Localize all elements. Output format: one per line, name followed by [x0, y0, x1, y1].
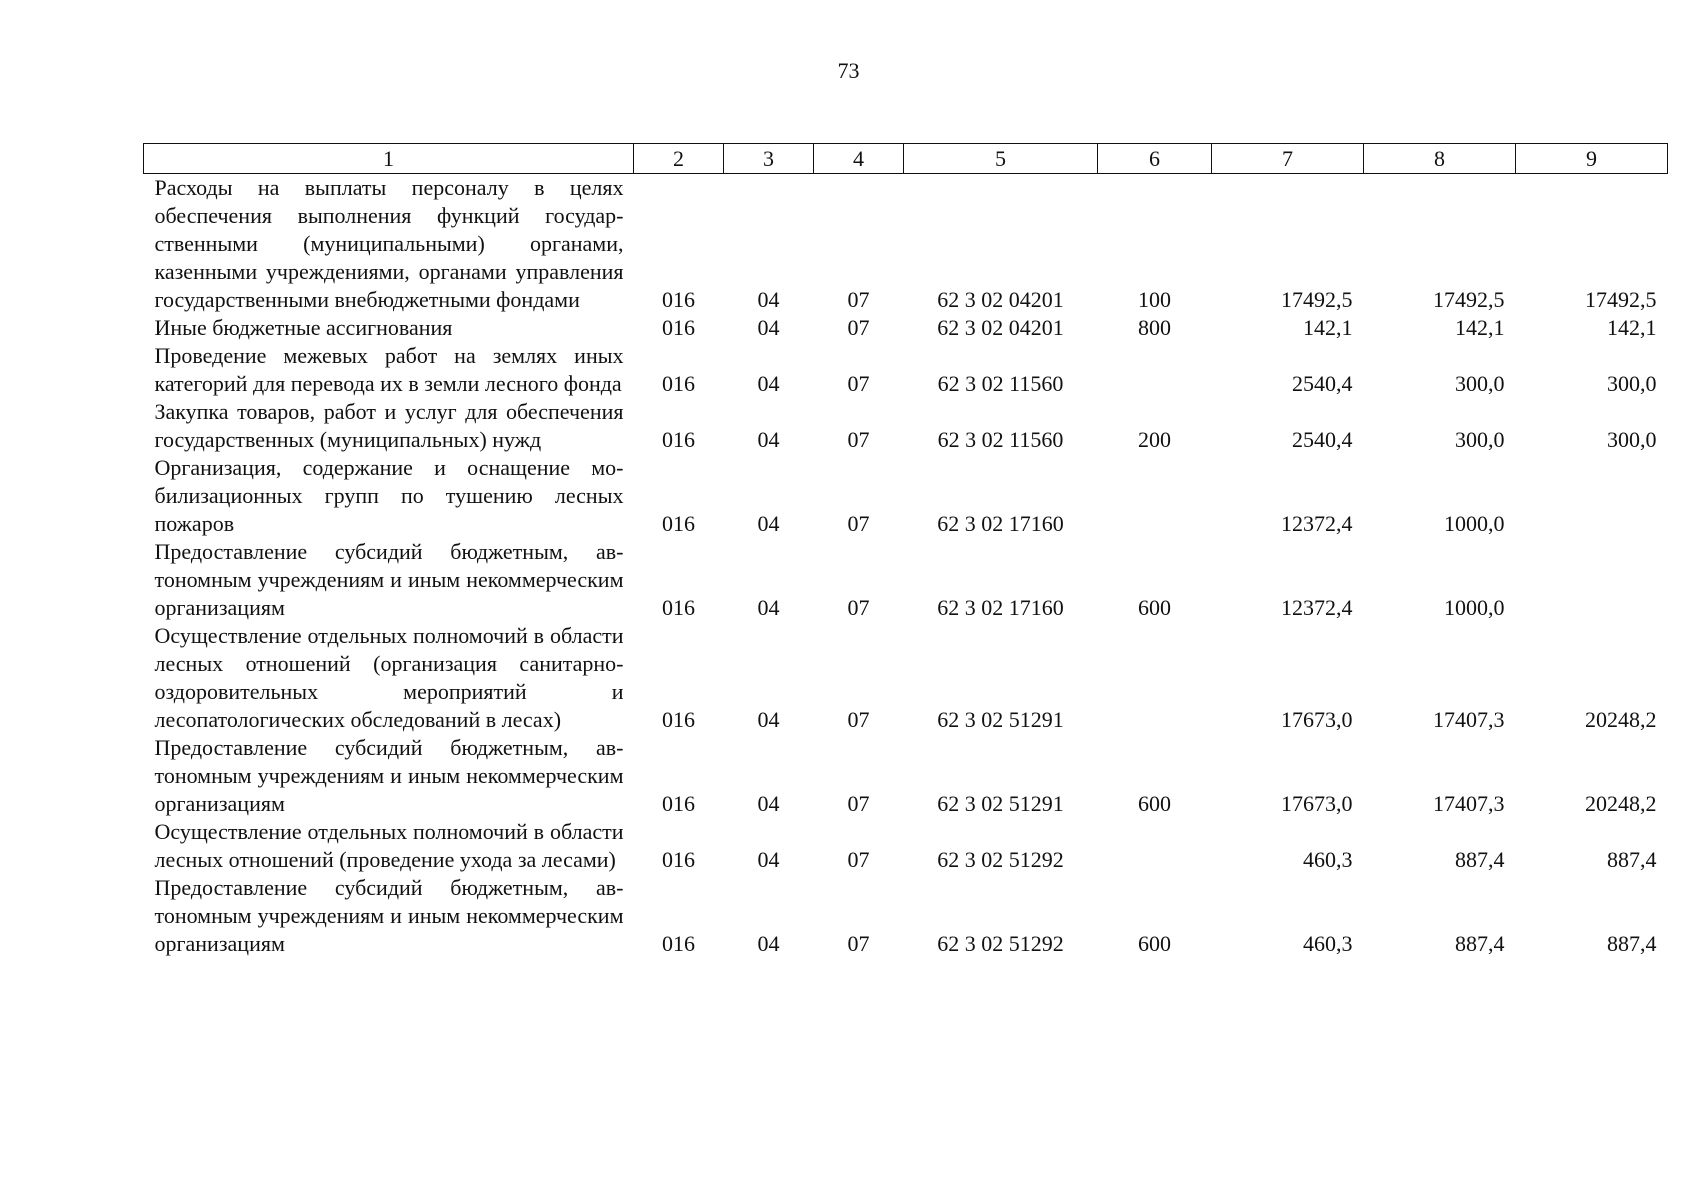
row-description: Осуществление отдельных полномочий в области лесных отношений (проведение ухода за лесами) [154, 819, 624, 872]
table-row [144, 398, 1668, 454]
amount-1: 17492,5 [1281, 287, 1353, 312]
section-code: 04 [757, 287, 780, 312]
table-row [144, 454, 1668, 538]
ministry-code: 016 [662, 287, 695, 312]
amount-2: 1000,0 [1444, 511, 1505, 536]
subsection-code: 07 [847, 315, 870, 340]
table-row [144, 314, 1668, 342]
amount-1: 460,3 [1303, 931, 1353, 956]
header-col-4: 4 [814, 144, 904, 174]
section-code: 04 [757, 791, 780, 816]
target-code: 62 3 02 51292 [937, 847, 1064, 872]
ministry-code: 016 [662, 371, 695, 396]
subsection-code: 07 [847, 511, 870, 536]
amount-3: 300,0 [1607, 427, 1657, 452]
subsection-code: 07 [847, 791, 870, 816]
page-number: 73 [837, 58, 860, 83]
row-description: Предоставление субсидий бюджетным, автономным учреждениям и иным некоммерческим организациям [154, 539, 624, 620]
target-code: 62 3 02 51291 [937, 707, 1064, 732]
subsection-code: 07 [847, 427, 870, 452]
table-row [144, 538, 1668, 622]
expense-type-code: 600 [1138, 931, 1171, 956]
subsection-code: 07 [847, 595, 870, 620]
expense-type-code [1098, 454, 1212, 538]
expense-type-code: 100 [1138, 287, 1171, 312]
header-row [144, 144, 1668, 174]
ministry-code: 016 [662, 791, 695, 816]
section-code: 04 [757, 315, 780, 340]
amount-1: 12372,4 [1281, 595, 1353, 620]
header-col-5: 5 [904, 144, 1098, 174]
ministry-code: 016 [662, 511, 695, 536]
amount-3: 20248,2 [1585, 707, 1657, 732]
expense-type-code [1098, 342, 1212, 398]
table-row [144, 174, 1668, 315]
amount-1: 12372,4 [1281, 511, 1353, 536]
amount-2: 17407,3 [1433, 791, 1505, 816]
expense-type-code: 800 [1138, 315, 1171, 340]
table-row [144, 622, 1668, 734]
amount-1: 142,1 [1303, 315, 1353, 340]
expense-type-code: 200 [1138, 427, 1171, 452]
target-code: 62 3 02 17160 [937, 595, 1064, 620]
table-row [144, 342, 1668, 398]
table-row [144, 818, 1668, 874]
section-code: 04 [757, 931, 780, 956]
subsection-code: 07 [847, 371, 870, 396]
row-description: Предоставление субсидий бюджетным, автономным учреждениям и иным некоммерческим организациям [154, 735, 624, 816]
expense-type-code: 600 [1138, 595, 1171, 620]
amount-3 [1516, 538, 1668, 622]
header-col-9: 9 [1516, 144, 1668, 174]
row-description: Организация, содержание и оснащение мобилизационных групп по тушению лесных пожаров [154, 455, 624, 536]
table-row [144, 734, 1668, 818]
row-description: Расходы на выплаты персоналу в целях обеспечения выполнения функций государственными (муниципальными) органами, казенными учреждениями, органами управления государственными внебюджетными фондами [154, 175, 624, 312]
header-col-3: 3 [724, 144, 814, 174]
row-description: Предоставление субсидий бюджетным, автономным учреждениям и иным некоммерческим организациям [154, 875, 624, 956]
amount-2: 887,4 [1455, 931, 1505, 956]
subsection-code: 07 [847, 707, 870, 732]
amount-1: 17673,0 [1281, 791, 1353, 816]
row-description: Иные бюджетные ассигнования [154, 315, 453, 340]
target-code: 62 3 02 11560 [937, 371, 1064, 396]
header-col-1: 1 [144, 144, 634, 174]
amount-2: 17407,3 [1433, 707, 1505, 732]
amount-3: 887,4 [1607, 931, 1657, 956]
ministry-code: 016 [662, 595, 695, 620]
section-code: 04 [757, 511, 780, 536]
target-code: 62 3 02 17160 [937, 511, 1064, 536]
amount-2: 1000,0 [1444, 595, 1505, 620]
section-code: 04 [757, 371, 780, 396]
row-description: Закупка товаров, работ и услуг для обеспечения государственных (муниципальных) нужд [154, 399, 624, 452]
amount-3: 887,4 [1607, 847, 1657, 872]
row-description: Проведение межевых работ на землях иных категорий для перевода их в земли лесного фонда [154, 343, 624, 396]
amount-2: 887,4 [1455, 847, 1505, 872]
expense-type-code [1098, 622, 1212, 734]
amount-3: 20248,2 [1585, 791, 1657, 816]
amount-2: 300,0 [1455, 371, 1505, 396]
ministry-code: 016 [662, 427, 695, 452]
row-description: Осуществление отдельных полномочий в области лесных отношений (организация санитарно-оздоровительных мероприятий и лесопатологических обследований в лесах) [154, 623, 624, 732]
amount-1: 17673,0 [1281, 707, 1353, 732]
amount-3 [1516, 454, 1668, 538]
amount-2: 300,0 [1455, 427, 1505, 452]
amount-1: 2540,4 [1292, 371, 1353, 396]
ministry-code: 016 [662, 315, 695, 340]
target-code: 62 3 02 11560 [937, 427, 1064, 452]
target-code: 62 3 02 51291 [937, 791, 1064, 816]
amount-1: 2540,4 [1292, 427, 1353, 452]
subsection-code: 07 [847, 287, 870, 312]
ministry-code: 016 [662, 931, 695, 956]
subsection-code: 07 [847, 931, 870, 956]
amount-2: 17492,5 [1433, 287, 1505, 312]
amount-3: 17492,5 [1585, 287, 1657, 312]
amount-3: 300,0 [1607, 371, 1657, 396]
table-row [144, 874, 1668, 958]
ministry-code: 016 [662, 707, 695, 732]
target-code: 62 3 02 04201 [937, 315, 1064, 340]
amount-2: 142,1 [1455, 315, 1505, 340]
target-code: 62 3 02 04201 [937, 287, 1064, 312]
section-code: 04 [757, 427, 780, 452]
subsection-code: 07 [847, 847, 870, 872]
budget-table [143, 143, 1668, 958]
amount-1: 460,3 [1303, 847, 1353, 872]
section-code: 04 [757, 707, 780, 732]
expense-type-code [1098, 818, 1212, 874]
ministry-code: 016 [662, 847, 695, 872]
header-col-2: 2 [634, 144, 724, 174]
header-col-8: 8 [1364, 144, 1516, 174]
amount-3: 142,1 [1607, 315, 1657, 340]
header-col-7: 7 [1212, 144, 1364, 174]
section-code: 04 [757, 595, 780, 620]
expense-type-code: 600 [1138, 791, 1171, 816]
header-col-6: 6 [1098, 144, 1212, 174]
target-code: 62 3 02 51292 [937, 931, 1064, 956]
section-code: 04 [757, 847, 780, 872]
